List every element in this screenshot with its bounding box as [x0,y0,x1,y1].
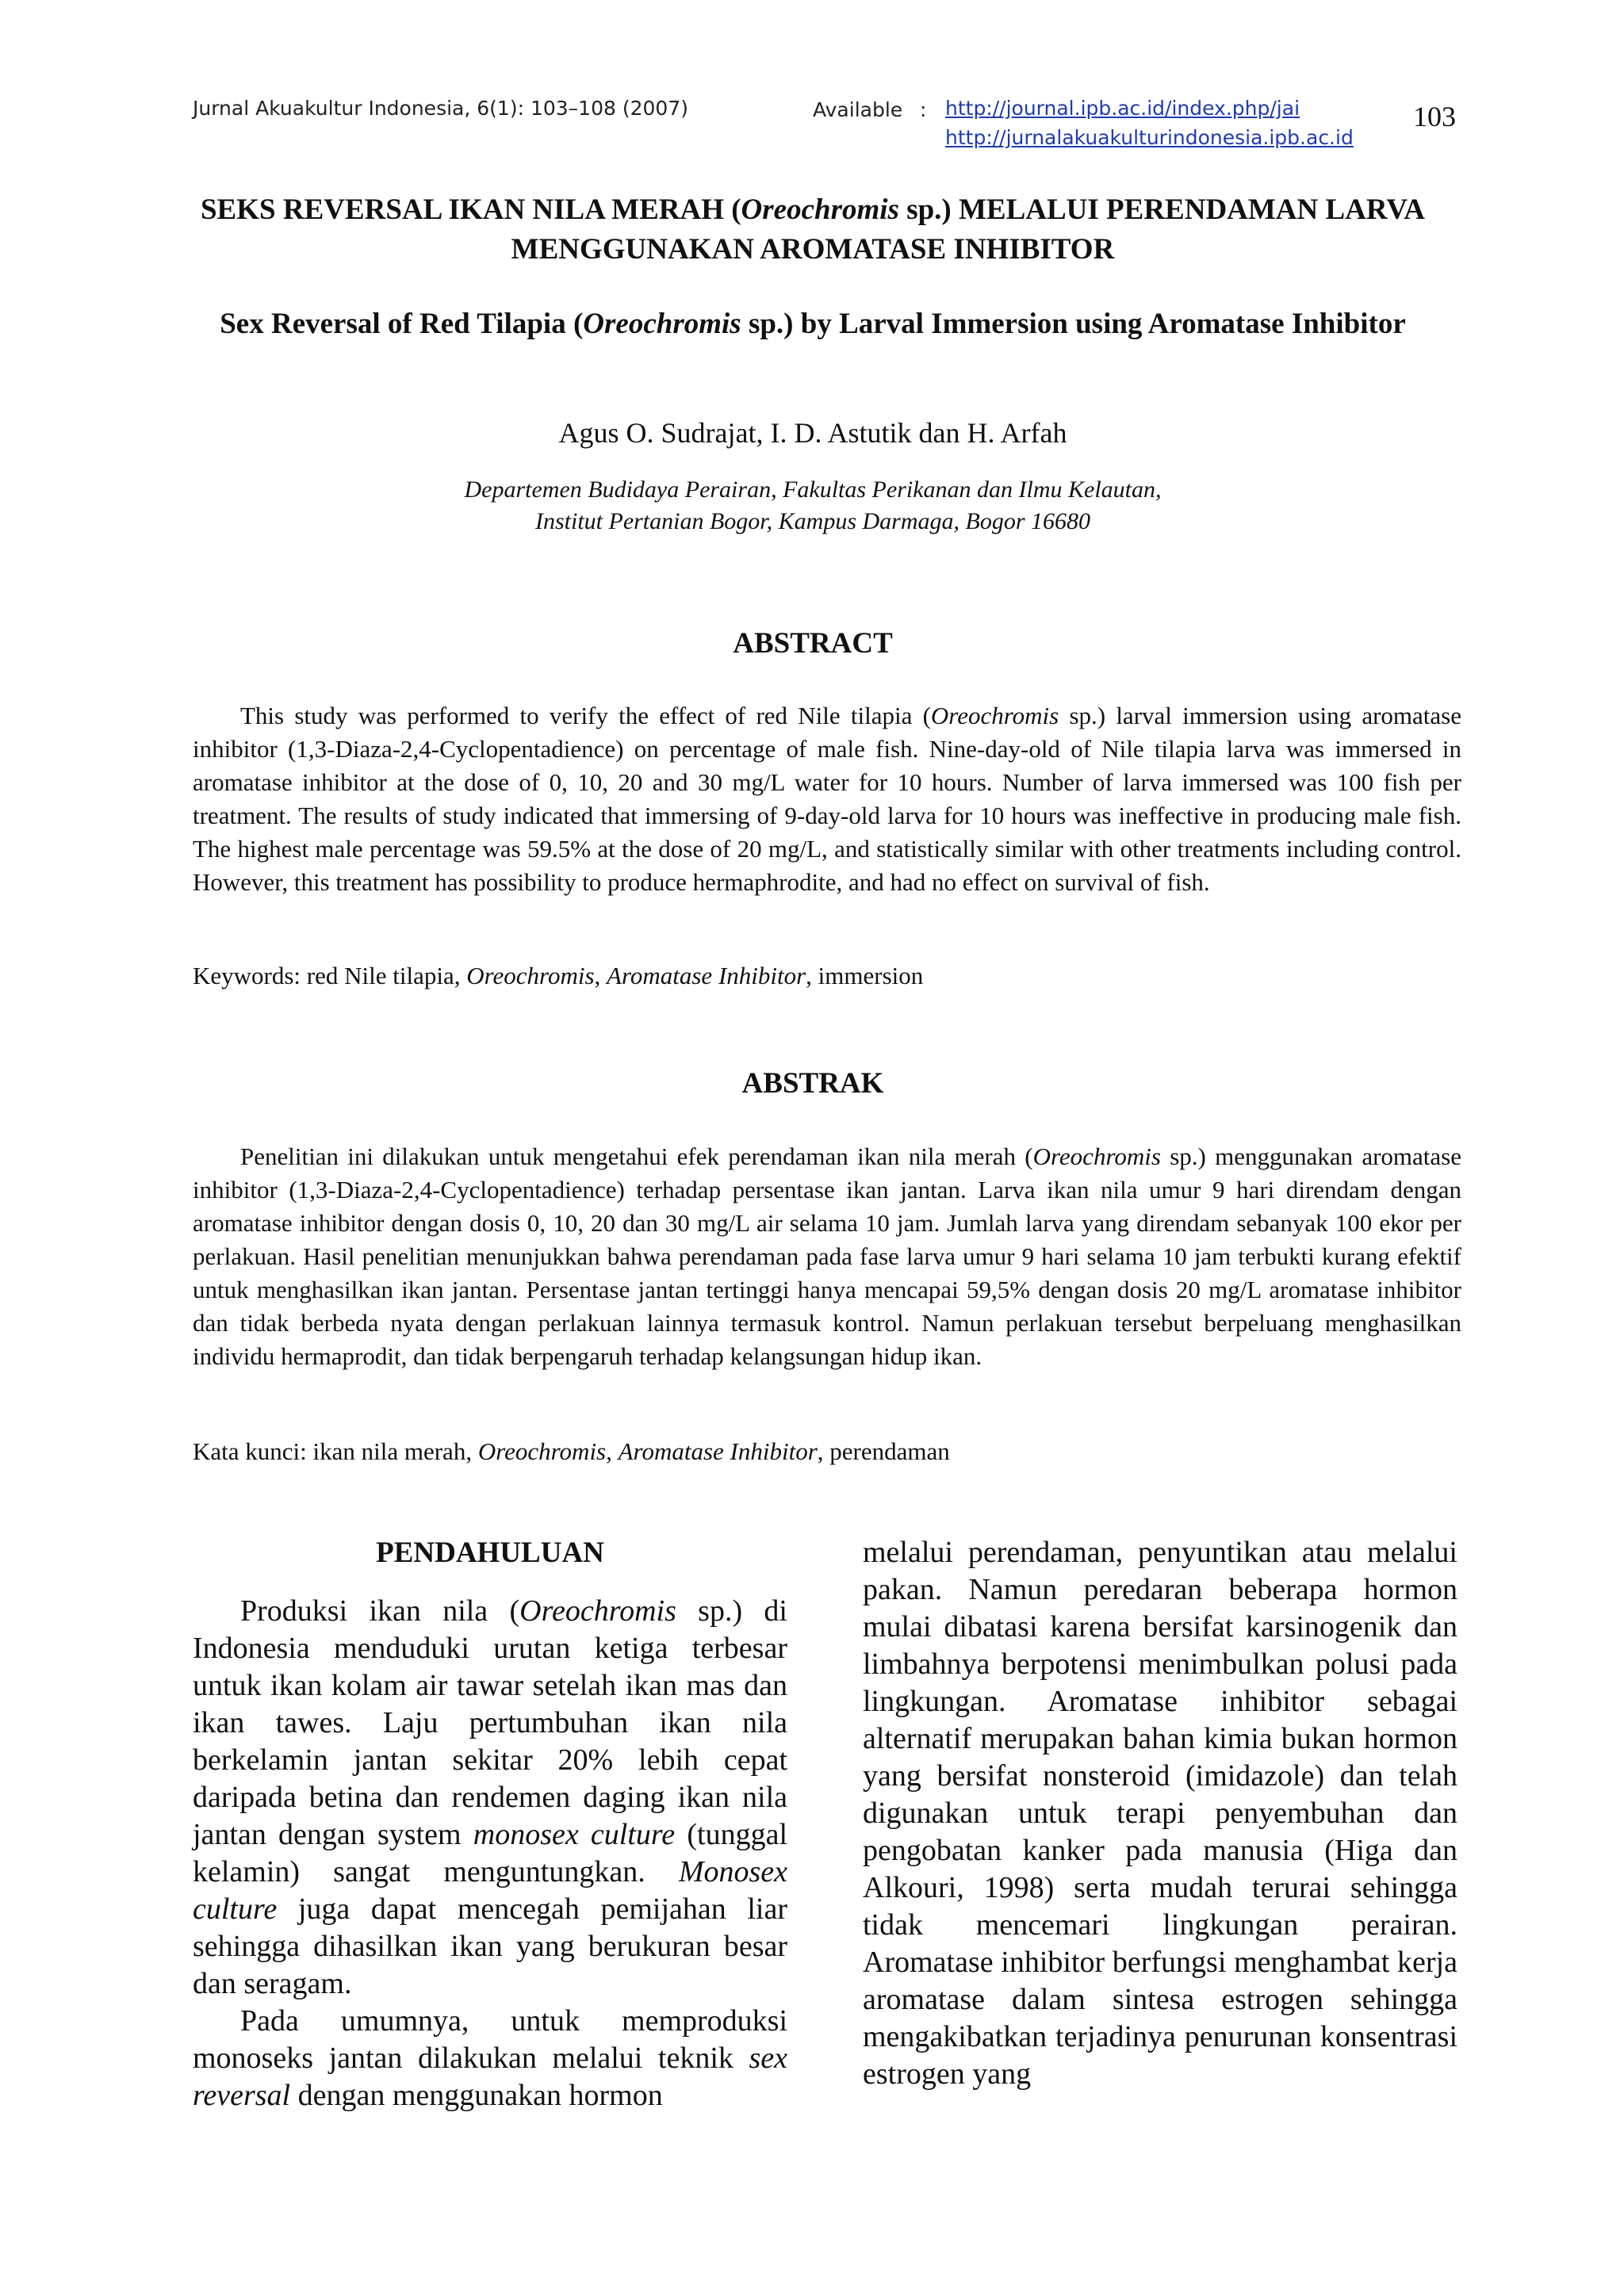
keywords [193,959,1461,993]
journal-link[interactable]: http://journal.ipb.ac.id/index.php/jai [945,97,1300,120]
title-en-part1: Sex Reversal of Red Tilapia ( [220,308,584,340]
kata-kunci-italic-2: Aromatase Inhibitor [618,1437,818,1465]
available-colon: : [920,98,927,121]
body-column-right [863,1534,1457,2093]
title-id-part2: sp.) MELALUI PERENDAMAN LARVA MENGGUNAKAN AROMATASE INHIBITOR [511,193,1425,266]
abstrak-text-b: sp.) menggunakan aromatase inhibitor (1,3-Diaza-2,4-Cyclopentadience) terhadap persentase ikan jantan. Larva ikan nila umur 9 hari direndam dengan aromatase inhibitor dengan dosis 0, 10, 20 dan 30 mg/L air selama 10 jam. Jumlah larva yang direndam sebanyak 100 ekor per perlakuan. Hasil penelitian menunjukkan bahwa perendaman pada fase larva umur 9 hari selama 10 jam terbukti kurang efektif untuk menghasilkan ikan jantan. Persentase jantan tertinggi hanya mencapai 59,5% dengan dosis 20 mg/L aromatase inhibitor dan tidak berbeda nyata dengan perlakuan lainnya termasuk kontrol. Namun perlakuan tersebut berpeluang menghasilkan individu hermaprodit, dan tidak berpengaruh terhadap kelangsungan hidup ikan. [193,1142,1461,1370]
p2-text-b: dengan menggunakan hormon [290,2079,663,2112]
body-column-left [193,1534,787,2114]
abstract-italic: Oreochromis [930,702,1059,729]
authors: Agus O. Sudrajat, I. D. Astutik dan H. Arfah [558,417,1067,449]
keywords-sep: , [594,962,607,989]
body-paragraph-1 [193,1593,787,2003]
p2-text-a: Pada umumnya, untuk memproduksi monoseks jantan dilakukan melalui teknik [193,2004,787,2075]
page-number: 103 [1413,101,1456,132]
keywords-italic-1: Oreochromis [466,962,595,989]
title-en-italic: Oreochromis [583,308,741,340]
section-heading-pendahuluan: PENDAHULUAN [376,1536,604,1569]
abstrak-text [193,1140,1461,1373]
p3-text-b: 1998) serta mudah terurai sehingga tidak mencemari lingkungan perairan. Aromatase inhibitor berfungsi menghambat kerja aromatase dalam sintesa estrogen sehingga mengakibatkan terjadinya penurunan konsentrasi estrogen yang [863,1871,1457,2091]
kata-kunci-end: , perendaman [817,1437,950,1465]
p1-italic-2: monosex culture [473,1818,676,1851]
abstrak-italic: Oreochromis [1032,1142,1161,1170]
affiliation-line-2: Institut Pertanian Bogor, Kampus Darmaga, Bogor 16680 [534,508,1091,534]
abstract-text-b: sp.) larval immersion using aromatase inhibitor (1,3-Diaza-2,4-Cyclopentadience) on percentage of male fish. Nine-day-old of Nile tilapia larva was immersed in aromatase inhibitor at the dose of 0, 10, 20 and 30 mg/L water for 10 hours. Number of larva immersed was 100 fish per treatment. The results of study indicated that immersing of 9-day-old larva for 10 hours was ineffective in producing male fish. The highest male percentage was 59.5% at the dose of 20 mg/L, and statistically similar with other treatments including control. However, this treatment has possibility to produce hermaphrodite, and had no effect on survival of fish. [193,702,1461,896]
kata-kunci [193,1435,1461,1468]
title-en-part2: sp.) by Larval Immersion using Aromatase Inhibitor [741,308,1406,340]
p1-text-d: juga dapat mencegah pemijahan liar sehingga dihasilkan ikan yang berukuran besar dan seragam. [193,1892,787,2000]
body-paragraph-2 [193,2003,787,2114]
abstract-text [193,699,1461,899]
journal-site-link[interactable]: http://jurnalakuakulturindonesia.ipb.ac.id [945,126,1354,149]
p1-italic-3: Monosex culture [193,1855,787,1926]
title-english [198,304,1427,344]
p1-text-b: sp.) di Indonesia menduduki urutan ketiga terbesar untuk ikan kolam air tawar setelah ikan mas dan ikan tawes. Laju pertumbuhan ikan nila berkelamin jantan sekitar 20% lebih cepat daripada betina dan rendemen daging ikan nila jantan dengan system [193,1594,787,1851]
affiliation [159,474,1467,538]
kata-kunci-label: Kata kunci: ikan nila merah, [193,1437,478,1465]
abstract-text-a: This study was performed to verify the effect of red Nile tilapia ( [240,702,931,729]
keywords-end: , immersion [806,962,924,989]
abstrak-heading: ABSTRAK [741,1067,884,1100]
p1-text-c: (tunggal kelamin) sangat menguntungkan. [193,1818,787,1888]
available-label: Available [813,98,903,121]
kata-kunci-italic-1: Oreochromis [477,1437,607,1465]
journal-citation: Jurnal Akuakultur Indonesia, 6(1): 103–108 (2007) [193,97,688,120]
kata-kunci-sep: , [606,1437,619,1465]
p1-italic-1: Oreochromis [519,1594,676,1628]
p3-text-a: melalui perendaman, penyuntikan atau melalui pakan. Namun peredaran beberapa hormon mulai dibatasi karena bersifat karsinogenik dan limbahnya berpotensi menimbulkan polusi pada lingkungan. Aromatase inhibitor sebagai alternatif merupakan bahan kimia bukan hormon yang bersifat nonsteroid (imidazole) dan telah digunakan untuk terapi penyembuhan dan pengobatan kanker pada manusia (Higa dan Alkouri [863,1536,1457,1904]
title-id-part1: SEKS REVERSAL IKAN NILA MERAH ( [200,193,741,226]
affiliation-line-1: Departemen Budidaya Perairan, Fakultas Perikanan dan Ilmu Kelautan, [464,476,1162,503]
title-indonesian [159,190,1467,270]
keywords-label: Keywords: red Nile tilapia, [193,962,467,989]
keywords-italic-2: Aromatase Inhibitor [607,962,806,989]
abstract-heading: ABSTRACT [733,627,893,660]
p3-italic-1: , [956,1871,964,1904]
title-id-italic: Oreochromis [741,193,899,226]
abstrak-text-a: Penelitian ini dilakukan untuk mengetahui efek perendaman ikan nila merah ( [240,1142,1033,1170]
body-paragraph-3 [863,1534,1457,2093]
p1-text-a: Produksi ikan nila ( [240,1594,520,1628]
p2-italic-1: sex reversal [193,2042,787,2112]
